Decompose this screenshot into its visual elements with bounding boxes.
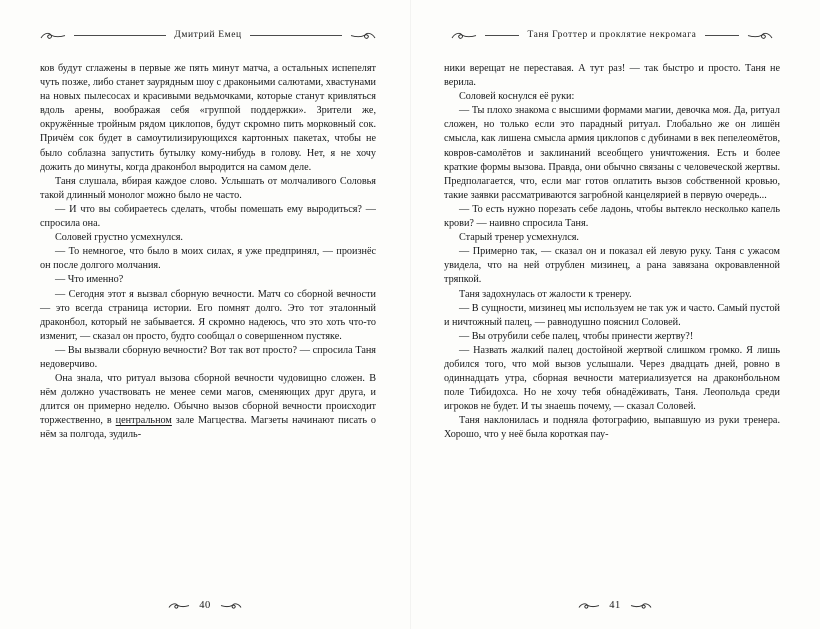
right-page	[410, 0, 820, 629]
left-head-space	[40, 48, 376, 62]
paragraph: — Ты плохо знакома с высшими формами магии, девочка моя. Да, ритуал сложен, но только если это парадный ритуал. Глобально же он лишён смысла, как лишена смысла армия циклопов с дубинами в век пепелеомётов, ковров-самолётов и заклинаний всеобщего уничтожения. Есть и более краткие формы вызова. Правда, они обычно связаны с человеческой жертвы. Предполагается, что, если маг готов оплатить вызов собственной кровью, такие заявки рассматриваются загробной канцелярией в первую очередь...	[444, 105, 780, 201]
folio-flourish-left-icon	[168, 601, 190, 610]
right-running-head	[444, 26, 780, 44]
paragraph: — Примерно так, — сказал он и показал ей левую руку. Таня с ужасом увидела, что на ней отрублен мизинец, а рана завязана окровавленной тряпкой.	[444, 246, 780, 286]
folio-flourish-right-icon	[220, 601, 242, 610]
paragraph: Таня наклонилась и подняла фотографию, выпавшую из руки тренера. Хорошо, что у неё была короткая пау-	[444, 415, 780, 441]
left-folio	[0, 600, 410, 611]
page-number: 41	[609, 600, 621, 611]
paragraph: ники верещат не переставая. А тут раз! — так быстро и просто. Таня не верила.	[444, 63, 780, 89]
paragraph: — В сущности, мизинец мы используем не так уж и часто. Самый пустой и ничтожный палец, — равнодушно пояснил Соловей.	[444, 302, 780, 328]
paragraph: — Назвать жалкий палец достойной жертвой слишком громко. Я лишь добился того, что мой вызов услышали. Через двадцать дней, ровно в одиннадцать утра, сборная вечности материализуется на драконбольном поле Тибидохса. Но не хочу тебя обнадёживать, Таня. Леопольда среди игроков не будет. И ты знаешь почему, — сказал Соловей.	[444, 344, 780, 413]
paragraph-with-underline	[40, 372, 376, 442]
paragraph: Соловей коснулся её руки:	[459, 91, 575, 103]
paragraph: ков будут сглажены в первые же пять минут матча, а остальных испепелят чуть позже, либо станет заурядным шоу с драконьими салютами, хвастунами на новых пылесосах и красивыми ведьмочками, которые станут кривляться вдоль арены, воображая себя «группой поддержки». Зрители же, окружённые тройным рядом циклопов, будут скромно пить морковный сок. Причём сок будет в самоутилизирующихся картонных пакетах, чтобы не было соблазна запустить бутылку кому-нибудь в голову. Нет, я не хочу дожить до минуты, когда драконбол выродится на самом деле.	[40, 63, 376, 173]
flourish-left-icon	[40, 30, 66, 41]
paragraph: Старый тренер усмехнулся.	[459, 232, 579, 244]
left-running-head	[40, 26, 376, 44]
right-text-column	[444, 62, 780, 443]
head-rule-left	[74, 35, 166, 36]
flourish-right-icon	[747, 30, 773, 41]
folio-flourish-right-icon	[630, 601, 652, 610]
right-running-head-text: Таня Гроттер и проклятие некромага	[527, 30, 697, 40]
left-running-head-text: Дмитрий Емец	[174, 30, 242, 40]
head-rule-right	[705, 35, 739, 36]
underlined-word: центральном	[115, 415, 172, 427]
paragraph: Соловей грустно усмехнулся.	[55, 232, 183, 244]
left-text-column	[40, 62, 376, 443]
flourish-right-icon	[350, 30, 376, 41]
right-folio	[410, 600, 820, 611]
page-number: 40	[199, 600, 211, 611]
page-gutter	[410, 0, 411, 629]
paragraph: — Сегодня этот я вызвал сборную вечности. Матч со сборной вечности — это всегда страница истории. Его помнят долго. Это тот эталонный драконбол, который не забывается. Я скромно надеюсь, что это хоть что-то изменит, — сказал он просто, будто сообщал о совершенном пустяке.	[40, 288, 376, 342]
flourish-left-icon	[451, 30, 477, 41]
paragraph: Таня слушала, вбирая каждое слово. Услышать от молчаливого Соловья такой длинный монолог можно было не часто.	[40, 175, 376, 201]
paragraph: — То есть нужно порезать себе ладонь, чтобы вытекло несколько капель крови? — наивно спросила Таня.	[444, 203, 780, 230]
paragraph: Таня задохнулась от жалости к тренеру.	[459, 288, 632, 300]
paragraph: — То немногое, что было в моих силах, я уже предпринял, — произнёс он после долгого молчания.	[40, 246, 376, 272]
paragraph-text: Она знала, что ритуал вызова сборной вечности чудовищно сложен. В нём должно участвовать не менее семи магов, сменяющих друг друга, и длится он примерно неделю. Обычно вызов сборной вечности происходит торжественно, в центральном зале Магцества. Магзеты начинают писать о нём за полгода, зудиль-	[40, 373, 376, 441]
paragraph: — Вы отрубили себе палец, чтобы принести жертву?!	[459, 330, 694, 342]
head-rule-right	[250, 35, 342, 36]
paragraph: — Вы вызвали сборную вечности? Вот так вот просто? — спросила Таня недоверчиво.	[40, 344, 376, 370]
head-rule-left	[485, 35, 519, 36]
folio-flourish-left-icon	[578, 601, 600, 610]
paragraph: — Что именно?	[55, 274, 124, 286]
paragraph: — И что вы собираетесь сделать, чтобы помешать ему выродиться? — спросила она.	[40, 203, 376, 230]
right-head-space	[444, 48, 780, 62]
